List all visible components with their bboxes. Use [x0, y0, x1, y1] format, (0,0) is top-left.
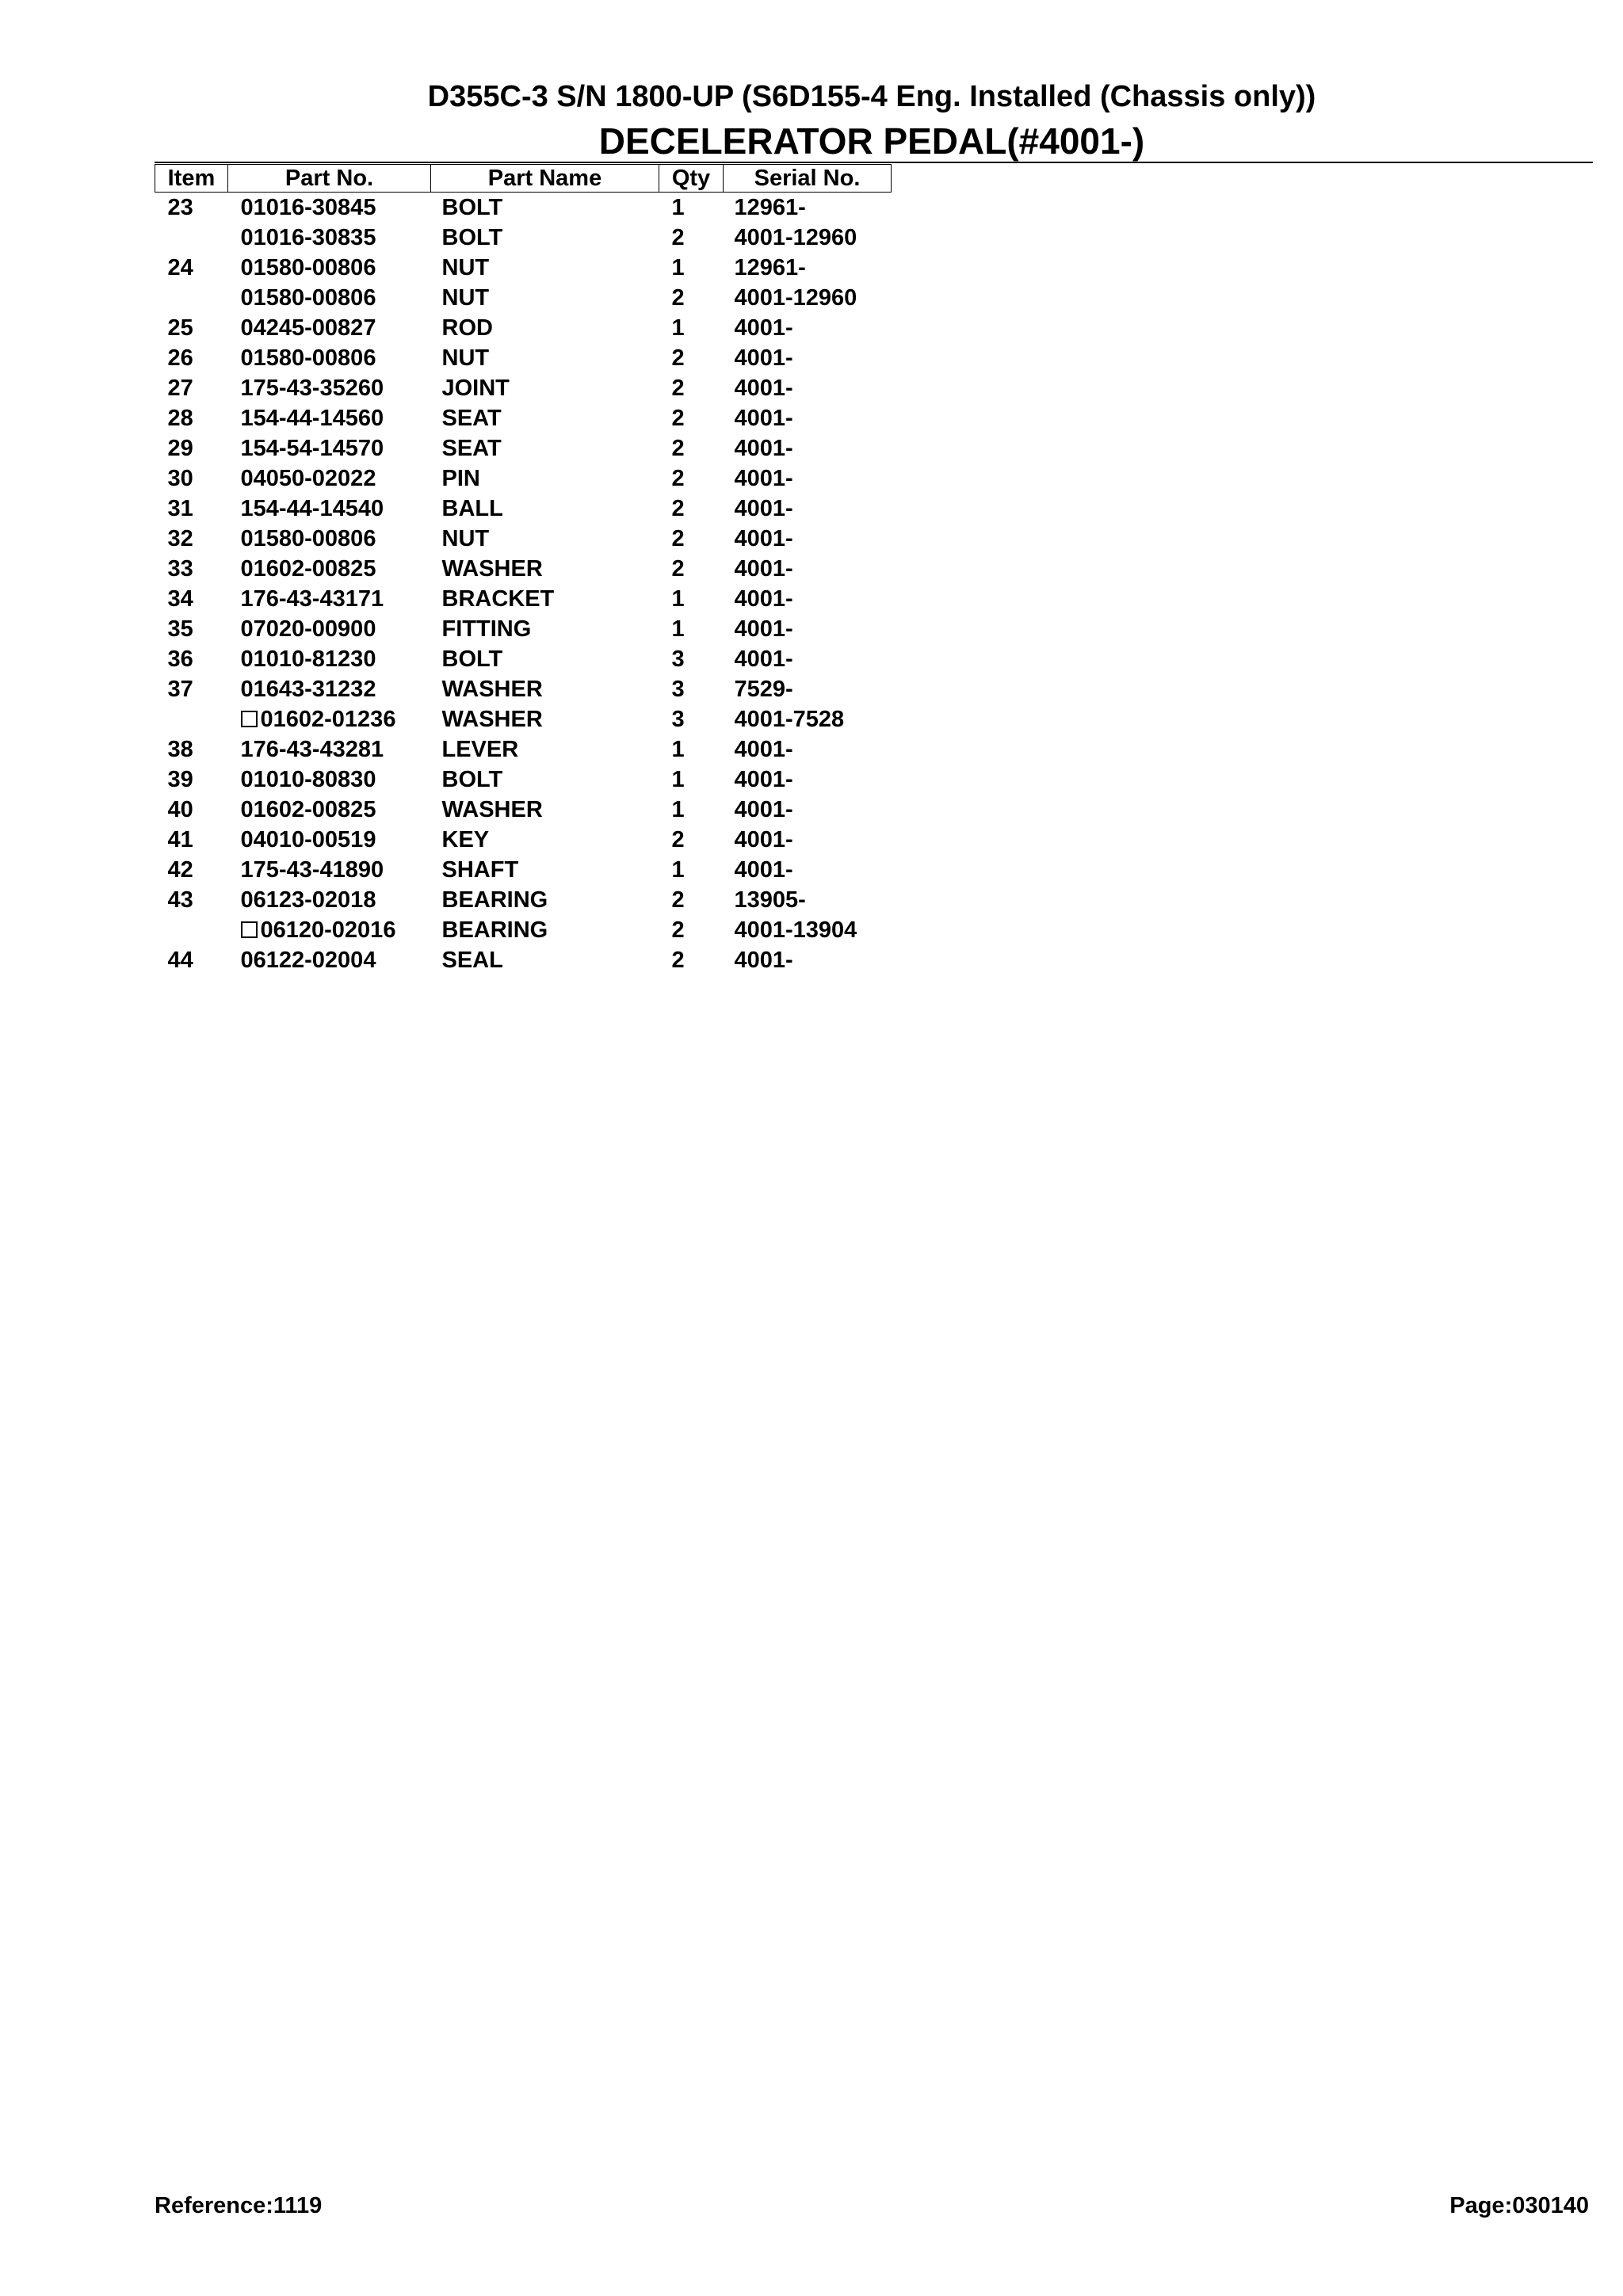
cell-part-name: FITTING: [441, 616, 532, 642]
page-number: Page:030140: [1449, 2193, 1589, 2218]
cell-part-name: BOLT: [441, 225, 503, 250]
cell-qty: 2: [671, 556, 685, 582]
cell-part-name: SEAT: [441, 406, 502, 431]
cell-serial-no: 4001-: [734, 406, 793, 431]
machine-subtitle: D355C-3 S/N 1800-UP (S6D155-4 Eng. Installed (Chassis only)): [427, 80, 1316, 113]
table-row: [155, 554, 892, 584]
table-row: [155, 855, 892, 885]
cell-item: 40: [167, 797, 193, 822]
cell-serial-no: 4001-: [734, 857, 793, 883]
checkbox-square-icon: [241, 921, 258, 938]
cell-serial-no: 4001-: [734, 586, 793, 612]
cell-part-no: 175-43-41890: [240, 857, 384, 883]
page-title: DECELERATOR PEDAL(#4001-): [598, 120, 1145, 162]
cell-qty: 2: [671, 225, 685, 250]
table-row: [155, 373, 892, 403]
table-row: [155, 313, 892, 343]
parts-table: [155, 164, 892, 975]
cell-part-no: 01010-81230: [240, 646, 376, 672]
cell-part-name: PIN: [441, 466, 480, 491]
cell-item: 34: [167, 586, 193, 612]
cell-part-no: [228, 915, 431, 945]
cell-qty: 1: [671, 616, 685, 642]
cell-part-no: 06122-02004: [240, 948, 376, 973]
cell-part-name: WASHER: [441, 556, 543, 582]
cell-qty: 3: [671, 646, 685, 672]
cell-serial-no: 4001-: [734, 556, 793, 582]
cell-part-no: 175-43-35260: [240, 376, 384, 401]
cell-part-name: LEVER: [441, 737, 519, 762]
cell-part-no: 154-54-14570: [240, 436, 384, 461]
cell-item: 44: [167, 948, 193, 973]
cell-qty: 2: [671, 526, 685, 551]
cell-qty: 2: [671, 466, 685, 491]
cell-qty: 3: [671, 677, 685, 702]
cell-qty: 1: [671, 857, 685, 883]
cell-part-name: NUT: [441, 345, 490, 371]
cell-item: [155, 283, 228, 313]
cell-part-no: 01643-31232: [240, 677, 376, 702]
cell-qty: 2: [671, 436, 685, 461]
cell-item: 33: [167, 556, 193, 582]
cell-part-name: SEAL: [441, 948, 503, 973]
cell-part-no: 04245-00827: [240, 315, 376, 341]
table-row: [155, 343, 892, 373]
cell-part-no: 01016-30835: [240, 225, 376, 250]
cell-part-no: 01580-00806: [240, 255, 376, 280]
reference-number: Reference:1119: [155, 2193, 323, 2218]
cell-serial-no: 4001-12960: [734, 225, 857, 250]
cell-qty: 2: [671, 376, 685, 401]
table-row: [155, 584, 892, 614]
checkbox-square-icon: [241, 711, 258, 727]
column-header-part-no: Part No.: [228, 165, 431, 193]
cell-part-no: 176-43-43281: [240, 737, 384, 762]
table-row: [155, 885, 892, 915]
parts-table-body: [155, 193, 892, 976]
cell-serial-no: 4001-: [734, 436, 793, 461]
table-row: [155, 674, 892, 704]
cell-part-name: KEY: [441, 827, 490, 852]
cell-part-no: 154-44-14540: [240, 496, 384, 521]
table-row: [155, 223, 892, 253]
cell-serial-no: 12961-: [734, 255, 806, 280]
cell-item: 42: [167, 857, 193, 883]
column-header-serial-no: Serial No.: [724, 165, 892, 193]
part-number-text: 06120-02016: [260, 917, 396, 943]
cell-part-no: 01580-00806: [240, 526, 376, 551]
cell-part-name: NUT: [441, 255, 490, 280]
table-row: [155, 463, 892, 494]
cell-qty: 2: [671, 917, 685, 943]
table-row: [155, 704, 892, 734]
cell-part-name: BRACKET: [441, 586, 555, 612]
cell-part-no: 01010-80830: [240, 767, 376, 792]
cell-serial-no: 4001-: [734, 616, 793, 642]
cell-part-name: JOINT: [441, 376, 510, 401]
cell-qty: 2: [671, 345, 685, 371]
cell-item: 35: [167, 616, 193, 642]
cell-item: 24: [167, 255, 193, 280]
table-row: [155, 253, 892, 283]
cell-serial-no: 4001-13904: [734, 917, 857, 943]
cell-item: 32: [167, 526, 193, 551]
cell-part-name: BOLT: [441, 767, 503, 792]
cell-serial-no: 4001-: [734, 345, 793, 371]
column-header-item: Item: [155, 165, 228, 193]
cell-part-name: SHAFT: [441, 857, 519, 883]
cell-part-no: [228, 704, 431, 734]
cell-qty: 2: [671, 496, 685, 521]
cell-serial-no: 4001-: [734, 526, 793, 551]
cell-item: 26: [167, 345, 193, 371]
cell-item: 38: [167, 737, 193, 762]
cell-part-no: 154-44-14560: [240, 406, 384, 431]
cell-part-no: 04010-00519: [240, 827, 376, 852]
cell-serial-no: 4001-: [734, 376, 793, 401]
cell-qty: 2: [671, 285, 685, 311]
cell-part-name: WASHER: [441, 797, 543, 822]
cell-part-no: 176-43-43171: [240, 586, 384, 612]
cell-item: 43: [167, 887, 193, 913]
cell-serial-no: 4001-: [734, 315, 793, 341]
cell-item: 29: [167, 436, 193, 461]
table-row: [155, 433, 892, 463]
cell-qty: 2: [671, 406, 685, 431]
cell-part-no: 01580-00806: [240, 285, 376, 311]
cell-item: 41: [167, 827, 193, 852]
cell-qty: 1: [671, 315, 685, 341]
table-row: [155, 734, 892, 765]
cell-part-no: 01602-00825: [240, 556, 376, 582]
table-row: [155, 524, 892, 554]
cell-serial-no: 4001-: [734, 948, 793, 973]
cell-part-name: WASHER: [441, 677, 543, 702]
cell-qty: 2: [671, 887, 685, 913]
table-row: [155, 795, 892, 825]
cell-qty: 1: [671, 737, 685, 762]
cell-qty: 1: [671, 767, 685, 792]
cell-part-name: BOLT: [441, 195, 503, 220]
cell-part-name: BEARING: [441, 917, 548, 943]
column-header-part-name: Part Name: [431, 165, 659, 193]
table-header-row: [155, 165, 892, 193]
cell-part-name: NUT: [441, 526, 490, 551]
cell-part-no: 01016-30845: [240, 195, 376, 220]
table-row: [155, 765, 892, 795]
cell-serial-no: 4001-: [734, 767, 793, 792]
cell-qty: 1: [671, 586, 685, 612]
table-row: [155, 825, 892, 855]
cell-part-no: 01602-00825: [240, 797, 376, 822]
cell-serial-no: 12961-: [734, 195, 806, 220]
cell-part-no: 01580-00806: [240, 345, 376, 371]
cell-serial-no: 4001-: [734, 827, 793, 852]
cell-qty: 1: [671, 195, 685, 220]
column-header-qty: Qty: [659, 165, 724, 193]
cell-item: [155, 915, 228, 945]
table-row: [155, 915, 892, 945]
cell-serial-no: 4001-12960: [734, 285, 857, 311]
cell-item: [155, 223, 228, 253]
cell-part-name: NUT: [441, 285, 490, 311]
cell-serial-no: 13905-: [734, 887, 806, 913]
cell-item: 30: [167, 466, 193, 491]
cell-qty: 1: [671, 797, 685, 822]
cell-part-name: ROD: [441, 315, 493, 341]
table-row: [155, 644, 892, 674]
cell-item: 28: [167, 406, 193, 431]
cell-part-no: 06123-02018: [240, 887, 376, 913]
cell-serial-no: 4001-: [734, 737, 793, 762]
table-row: [155, 283, 892, 313]
cell-item: [155, 704, 228, 734]
cell-serial-no: 4001-7528: [734, 707, 845, 732]
cell-qty: 3: [671, 707, 685, 732]
table-row: [155, 494, 892, 524]
cell-item: 27: [167, 376, 193, 401]
cell-part-name: BALL: [441, 496, 503, 521]
cell-serial-no: 7529-: [734, 677, 793, 702]
cell-serial-no: 4001-: [734, 466, 793, 491]
cell-part-no: 04050-02022: [240, 466, 376, 491]
cell-qty: 1: [671, 255, 685, 280]
cell-serial-no: 4001-: [734, 646, 793, 672]
cell-item: 31: [167, 496, 193, 521]
cell-item: 36: [167, 646, 193, 672]
cell-part-no: 07020-00900: [240, 616, 376, 642]
cell-item: 39: [167, 767, 193, 792]
cell-item: 23: [167, 195, 193, 220]
cell-part-name: BOLT: [441, 646, 503, 672]
header-divider: [155, 162, 1593, 163]
cell-serial-no: 4001-: [734, 797, 793, 822]
table-row: [155, 614, 892, 644]
cell-part-name: BEARING: [441, 887, 548, 913]
cell-serial-no: 4001-: [734, 496, 793, 521]
part-number-text: 01602-01236: [260, 707, 396, 732]
table-row: [155, 193, 892, 223]
cell-qty: 2: [671, 948, 685, 973]
cell-part-name: WASHER: [441, 707, 543, 732]
cell-item: 25: [167, 315, 193, 341]
cell-item: 37: [167, 677, 193, 702]
cell-qty: 2: [671, 827, 685, 852]
table-row: [155, 945, 892, 975]
cell-part-name: SEAT: [441, 436, 502, 461]
table-row: [155, 403, 892, 433]
